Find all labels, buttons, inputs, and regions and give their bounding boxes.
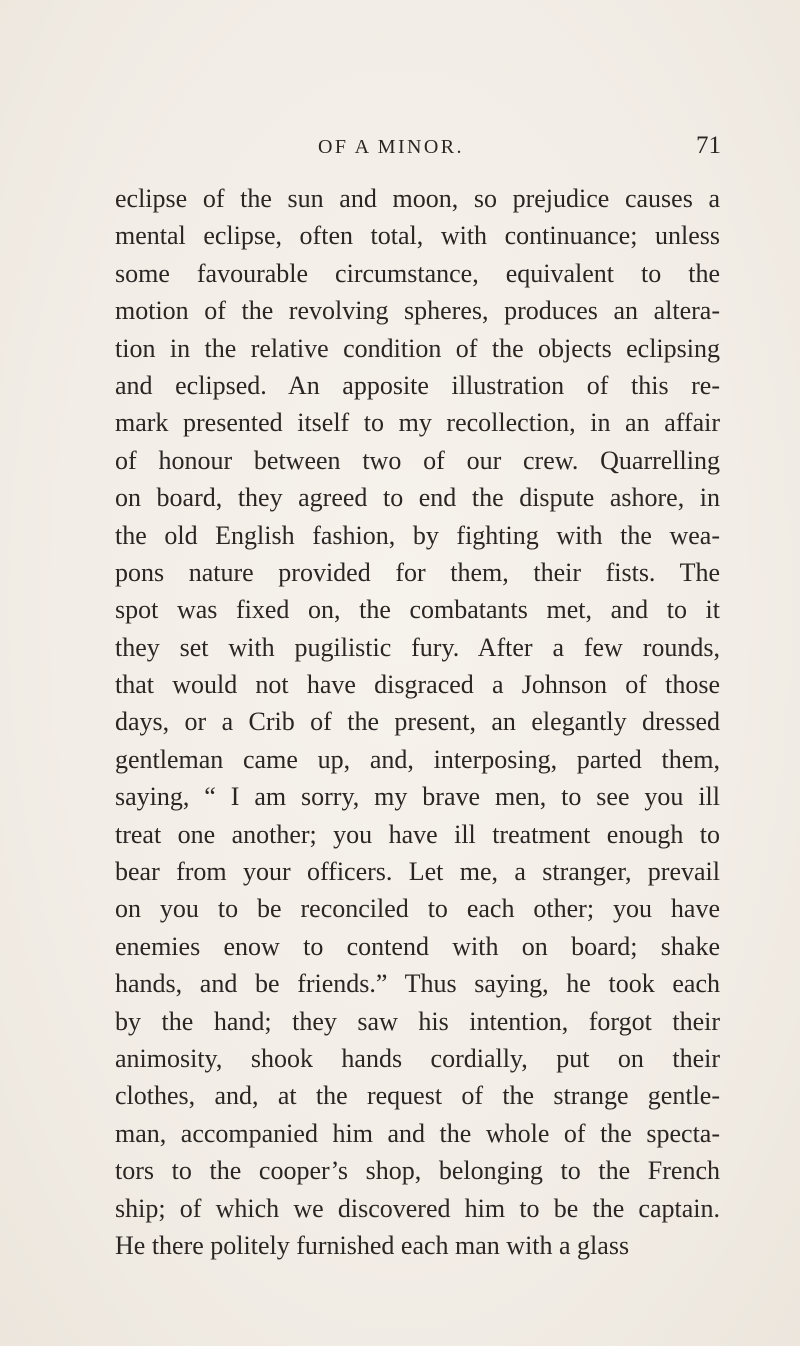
page-number: 71 — [696, 132, 721, 159]
text-line: enemies enow to contend with on board; shake — [115, 931, 720, 961]
text-line: some favourable circumstance, equivalent to the — [115, 258, 720, 288]
text-line: hands, and be friends.” Thus saying, he took each — [115, 969, 720, 999]
text-line: clothes, and, at the request of the strange gentle- — [115, 1081, 720, 1111]
text-line: tion in the relative condition of the objects eclipsing — [115, 333, 720, 363]
running-title: OF A MINOR. — [318, 136, 464, 158]
text-line: that would not have disgraced a Johnson of those — [115, 670, 720, 700]
running-head — [0, 128, 800, 164]
text-line: days, or a Crib of the present, an elegantly dressed — [115, 707, 720, 737]
text-line: of honour between two of our crew. Quarrelling — [115, 445, 720, 475]
text-line: they set with pugilistic fury. After a few rounds, — [115, 632, 720, 662]
text-line: tors to the cooper’s shop, belonging to the French — [115, 1156, 720, 1186]
text-line: on board, they agreed to end the dispute ashore, in — [115, 483, 720, 513]
text-line: motion of the revolving spheres, produces an altera- — [115, 296, 720, 326]
text-line: pons nature provided for them, their fists. The — [115, 557, 720, 587]
text-line: on you to be reconciled to each other; you have — [115, 894, 720, 924]
text-line: man, accompanied him and the whole of the specta- — [115, 1118, 720, 1148]
text-line: treat one another; you have ill treatment enough to — [115, 819, 720, 849]
text-line: mental eclipse, often total, with continuance; unless — [115, 221, 720, 251]
text-line: He there politely furnished each man with a glass — [115, 1230, 630, 1260]
text-line: gentleman came up, and, interposing, parted them, — [115, 744, 720, 774]
text-line: bear from your officers. Let me, a stranger, prevail — [115, 857, 720, 887]
text-line: mark presented itself to my recollection, in an affair — [115, 408, 720, 438]
text-line: by the hand; they saw his intention, forgot their — [115, 1006, 720, 1036]
text-line: ship; of which we discovered him to be the captain. — [115, 1193, 720, 1223]
text-line: animosity, shook hands cordially, put on their — [115, 1043, 720, 1073]
text-line: and eclipsed. An apposite illustration of this re- — [115, 370, 720, 400]
body-text — [115, 180, 720, 1264]
text-line: eclipse of the sun and moon, so prejudice causes a — [115, 184, 720, 213]
text-line: saying, “ I am sorry, my brave men, to see you ill — [115, 782, 720, 812]
text-line: spot was fixed on, the combatants met, and to it — [115, 595, 720, 625]
text-line: the old English fashion, by fighting with the wea- — [115, 520, 720, 550]
